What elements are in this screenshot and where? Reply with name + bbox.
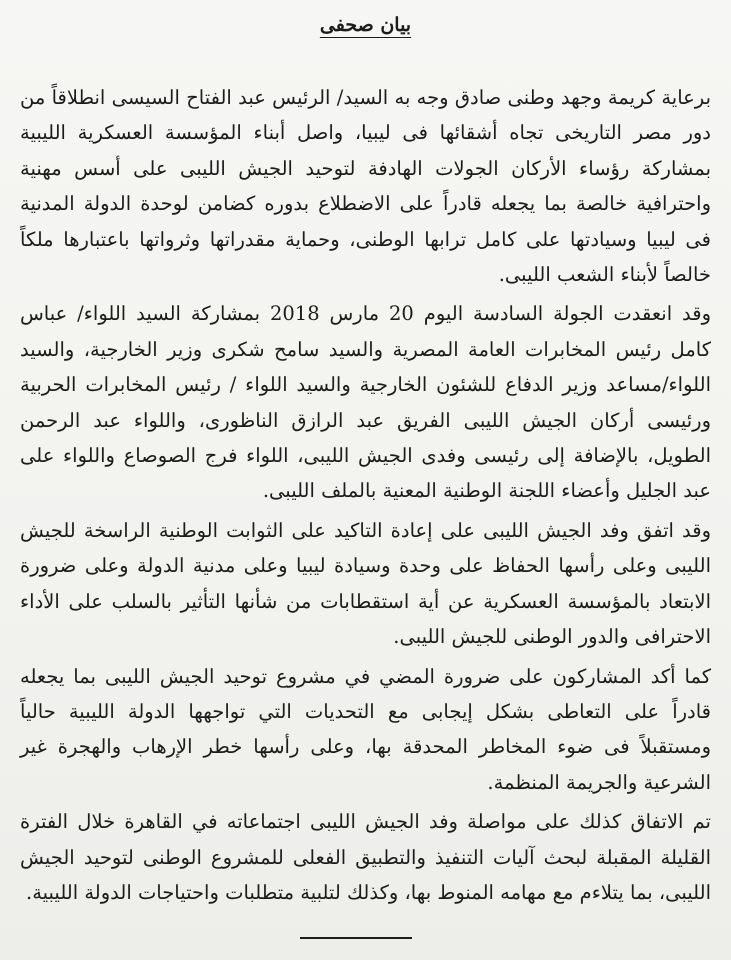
paragraph-national-principles: وقد اتفق وفد الجيش الليبى على إعادة التاكيد على الثوابت الوطنية الراسخة للجيش الليبى وعلى رأسها الحفاظ على وحدة وسيادة ليبيا وعلى مدنية الدولة وعلى ضرورة الابتعاد بالمؤسسة العسكرية عن أية استقطابات من شأنها التأثير بالسلب على الأداء الاحترافى والدور الوطنى للجيش الليبى. — [20, 518, 711, 649]
closing-divider-line — [300, 937, 412, 939]
paragraph-unification-project: كما أكد المشاركون على ضرورة المضي في مشروع توحيد الجيش الليبى بما يجعله قادراً على التعاطى بشكل إيجابى مع التحديات التي تواجهها الدولة الليبية حالياً ومستقبلاً فى ضوء المخاطر المحدقة بها، وعلى رأسها خطر الإرهاب والهجرة غير الشرعية والجريمة المنظمة. — [20, 664, 711, 794]
document-title: بيان صحفى — [319, 14, 412, 36]
paragraph-sixth-round-participants: وقد انعقدت الجولة السادسة اليوم 20 مارس 2018 بمشاركة السيد اللواء/ عباس كامل رئيس المخابرات العامة المصرية والسيد سامح شكرى وزير الخارجية، والسيد اللواء/مساعد وزير الدفاع للشئون الخارجية والسيد اللواء / رئيس المخابرات الحربية ورئيسى أركان الجيش الليبى الفريق عبد الرازق الناظورى، واللواء عبد الرحمن الطويل، بالإضافة إلى رئيسى وفدى الجيش الليبى، اللواء فرج الصوصاع واللواء على عبد الجليل وأعضاء اللجنة الوطنية المعنية بالملف الليبى. — [20, 302, 711, 503]
paragraph-introduction: برعاية كريمة وجهد وطنى صادق وجه به السيد/ الرئيس عبد الفتاح السيسى انطلاقاً من دور مصر التاريخى تجاه أشقائها فى ليبيا، واصل أبناء المؤسسة العسكرية الليبية بمشاركة رؤساء الأركان الجولات الهادفة لتوحيد الجيش الليبى على أسس مهنية واحترافية خالصة بما يجعله قادراً على الاضطلاع بدوره كضامن لوحدة الدولة المدنية فى ليبيا وسيادتها على كامل ترابها الوطنى، وحماية مقدراتها وثرواتها باعتبارها ملكاً خالصاً لأبناء الشعب الليبى. — [20, 86, 711, 287]
paragraph-future-meetings: تم الاتفاق كذلك على مواصلة وفد الجيش الليبى اجتماعاته في القاهرة خلال الفترة القليلة المقبلة لبحث آليات التنفيذ والتطبيق الفعلى للمشروع الوطنى لتوحيد الجيش الليبى، بما يتلاءم مع مهامه المنوط بها، وكذلك لتلبية متطلبات واحتياجات الدولة الليبية. — [20, 810, 711, 904]
